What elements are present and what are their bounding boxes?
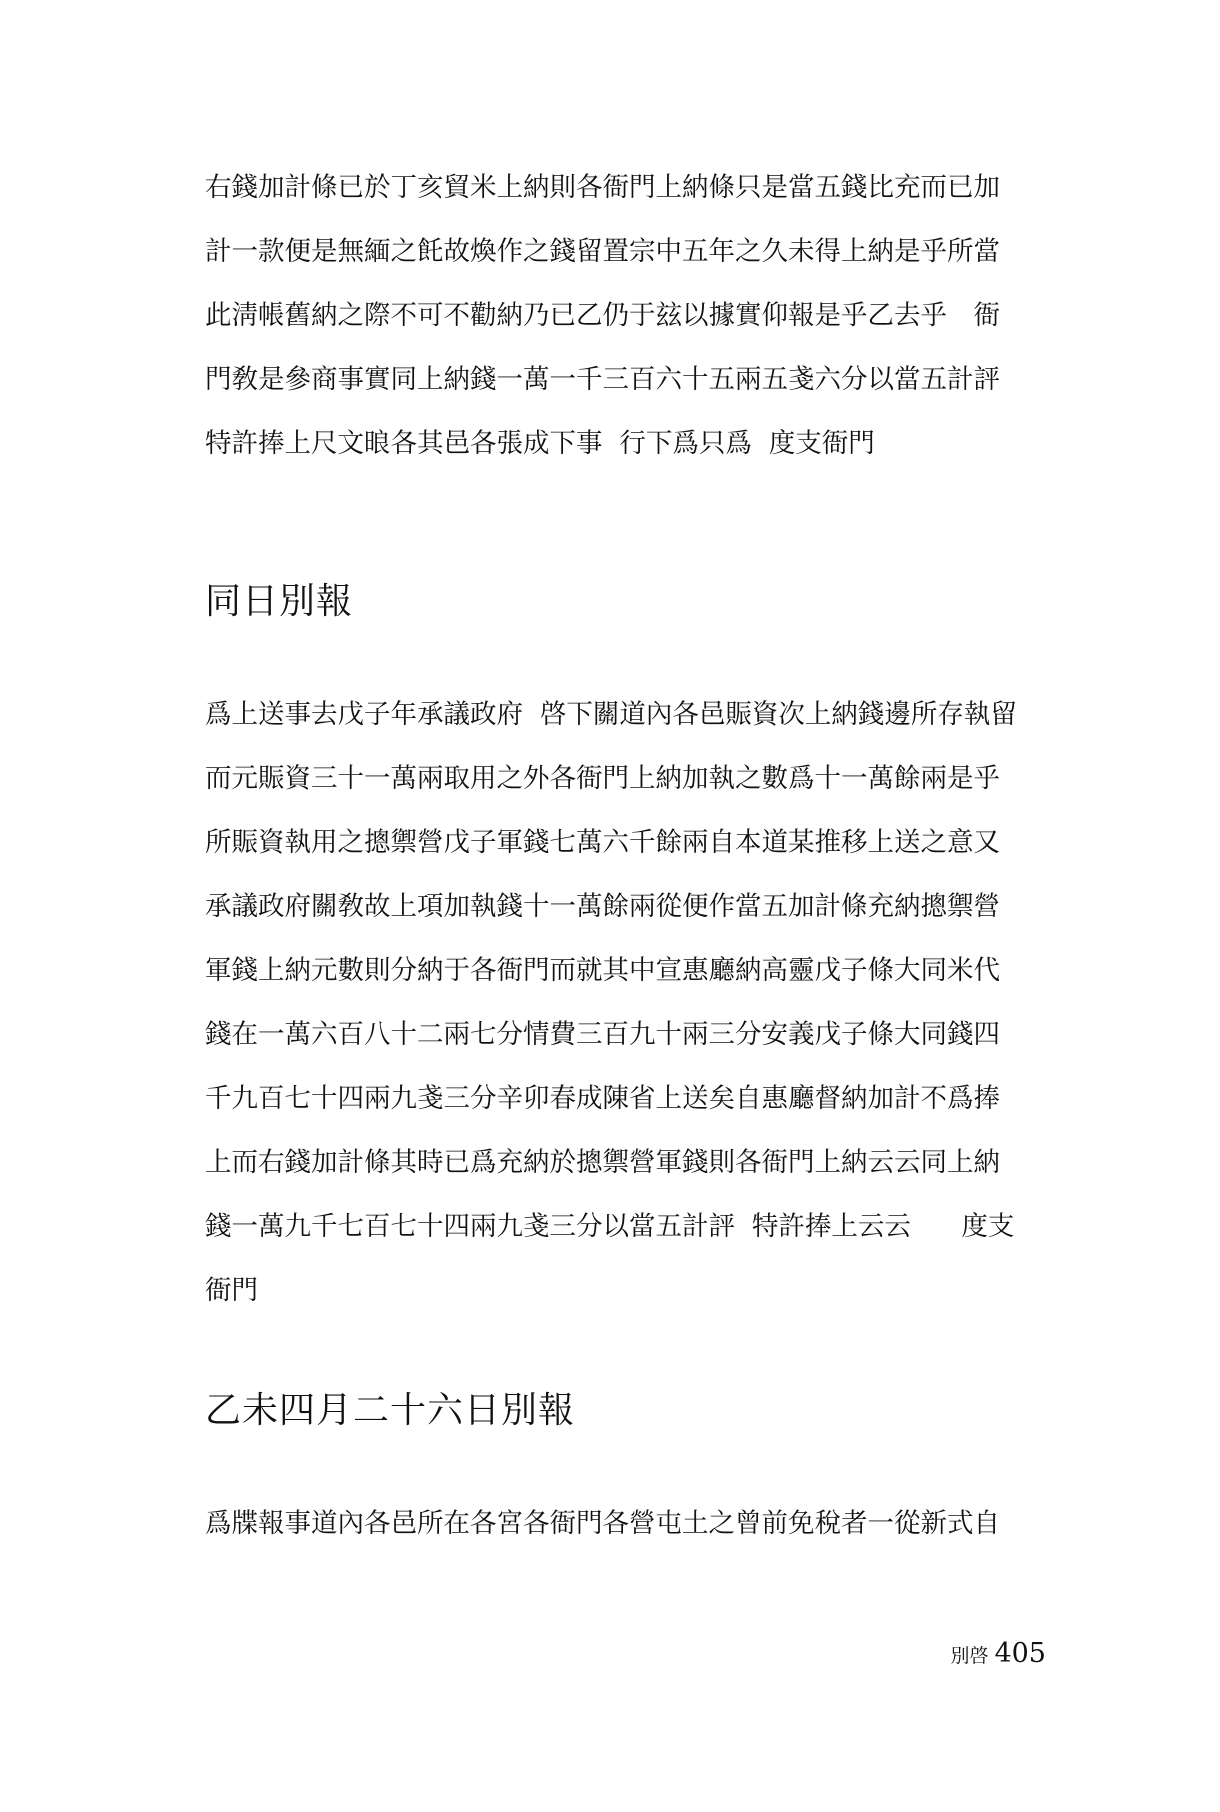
- text-line: 特許捧上尺文㫰各其邑各張成下事 行下爲只爲 度支衙門: [205, 428, 875, 459]
- text-line: 而元賑資三十一萬兩取用之外各衙門上納加執之數爲十一萬餘兩是乎: [205, 763, 1000, 794]
- paragraph-same-day-report: [205, 683, 1050, 1323]
- text-line: 門敎是參商事實同上納錢一萬一千三百六十五兩五戔六分以當五計評: [205, 364, 1000, 395]
- text-line: 上而右錢加計條其時已爲充納於摠禦營軍錢則各衙門上納云云同上納: [205, 1147, 1000, 1178]
- section-heading-same-day-report: 同日別報: [205, 581, 354, 622]
- paragraph-continuation: [205, 156, 1050, 476]
- text-line: 此淸帳舊納之際不可不勸納乃已乙仍于玆以據實仰報是乎乙去乎 衙: [205, 300, 1000, 331]
- text-line: 衙門: [205, 1275, 258, 1306]
- text-line: 所賑資執用之摠禦營戊子軍錢七萬六千餘兩自本道某推移上送之意又: [205, 827, 1000, 858]
- section-heading-eulmi-report: 乙未四月二十六日別報: [205, 1390, 576, 1431]
- page-number: 405: [994, 1638, 1046, 1669]
- text-line: 千九百七十四兩九戔三分辛卯春成陳省上送矣自惠廳督納加計不爲捧: [205, 1083, 1000, 1114]
- text-line: 軍錢上納元數則分納于各衙門而就其中宣惠廳納高靈戊子條大同米代: [205, 955, 1000, 986]
- text-line: 爲牒報事道內各邑所在各宮各衙門各營屯土之曾前免稅者一從新式自: [205, 1508, 1000, 1539]
- paragraph-eulmi-report: [205, 1492, 1050, 1556]
- text-line: 承議政府關敎故上項加執錢十一萬餘兩從便作當五加計條充納摠禦營: [205, 891, 1000, 922]
- text-line: 右錢加計條已於丁亥貿米上納則各衙門上納條只是當五錢比充而已加: [205, 172, 1000, 203]
- text-line: 計一款便是無緬之飥故煥作之錢留置宗中五年之久未得上納是乎所當: [205, 236, 1000, 267]
- running-title: 別啓: [950, 1645, 989, 1667]
- text-line: 爲上送事去戊子年承議政府 啓下關道內各邑賑資次上納錢邊所存執留: [205, 699, 1017, 730]
- text-line: 錢一萬九千七百七十四兩九戔三分以當五計評 特許捧上云云 度支: [205, 1211, 1015, 1242]
- page-footer: [950, 1637, 1046, 1673]
- text-line: 錢在一萬六百八十二兩七分情費三百九十兩三分安義戊子條大同錢四: [205, 1019, 1000, 1050]
